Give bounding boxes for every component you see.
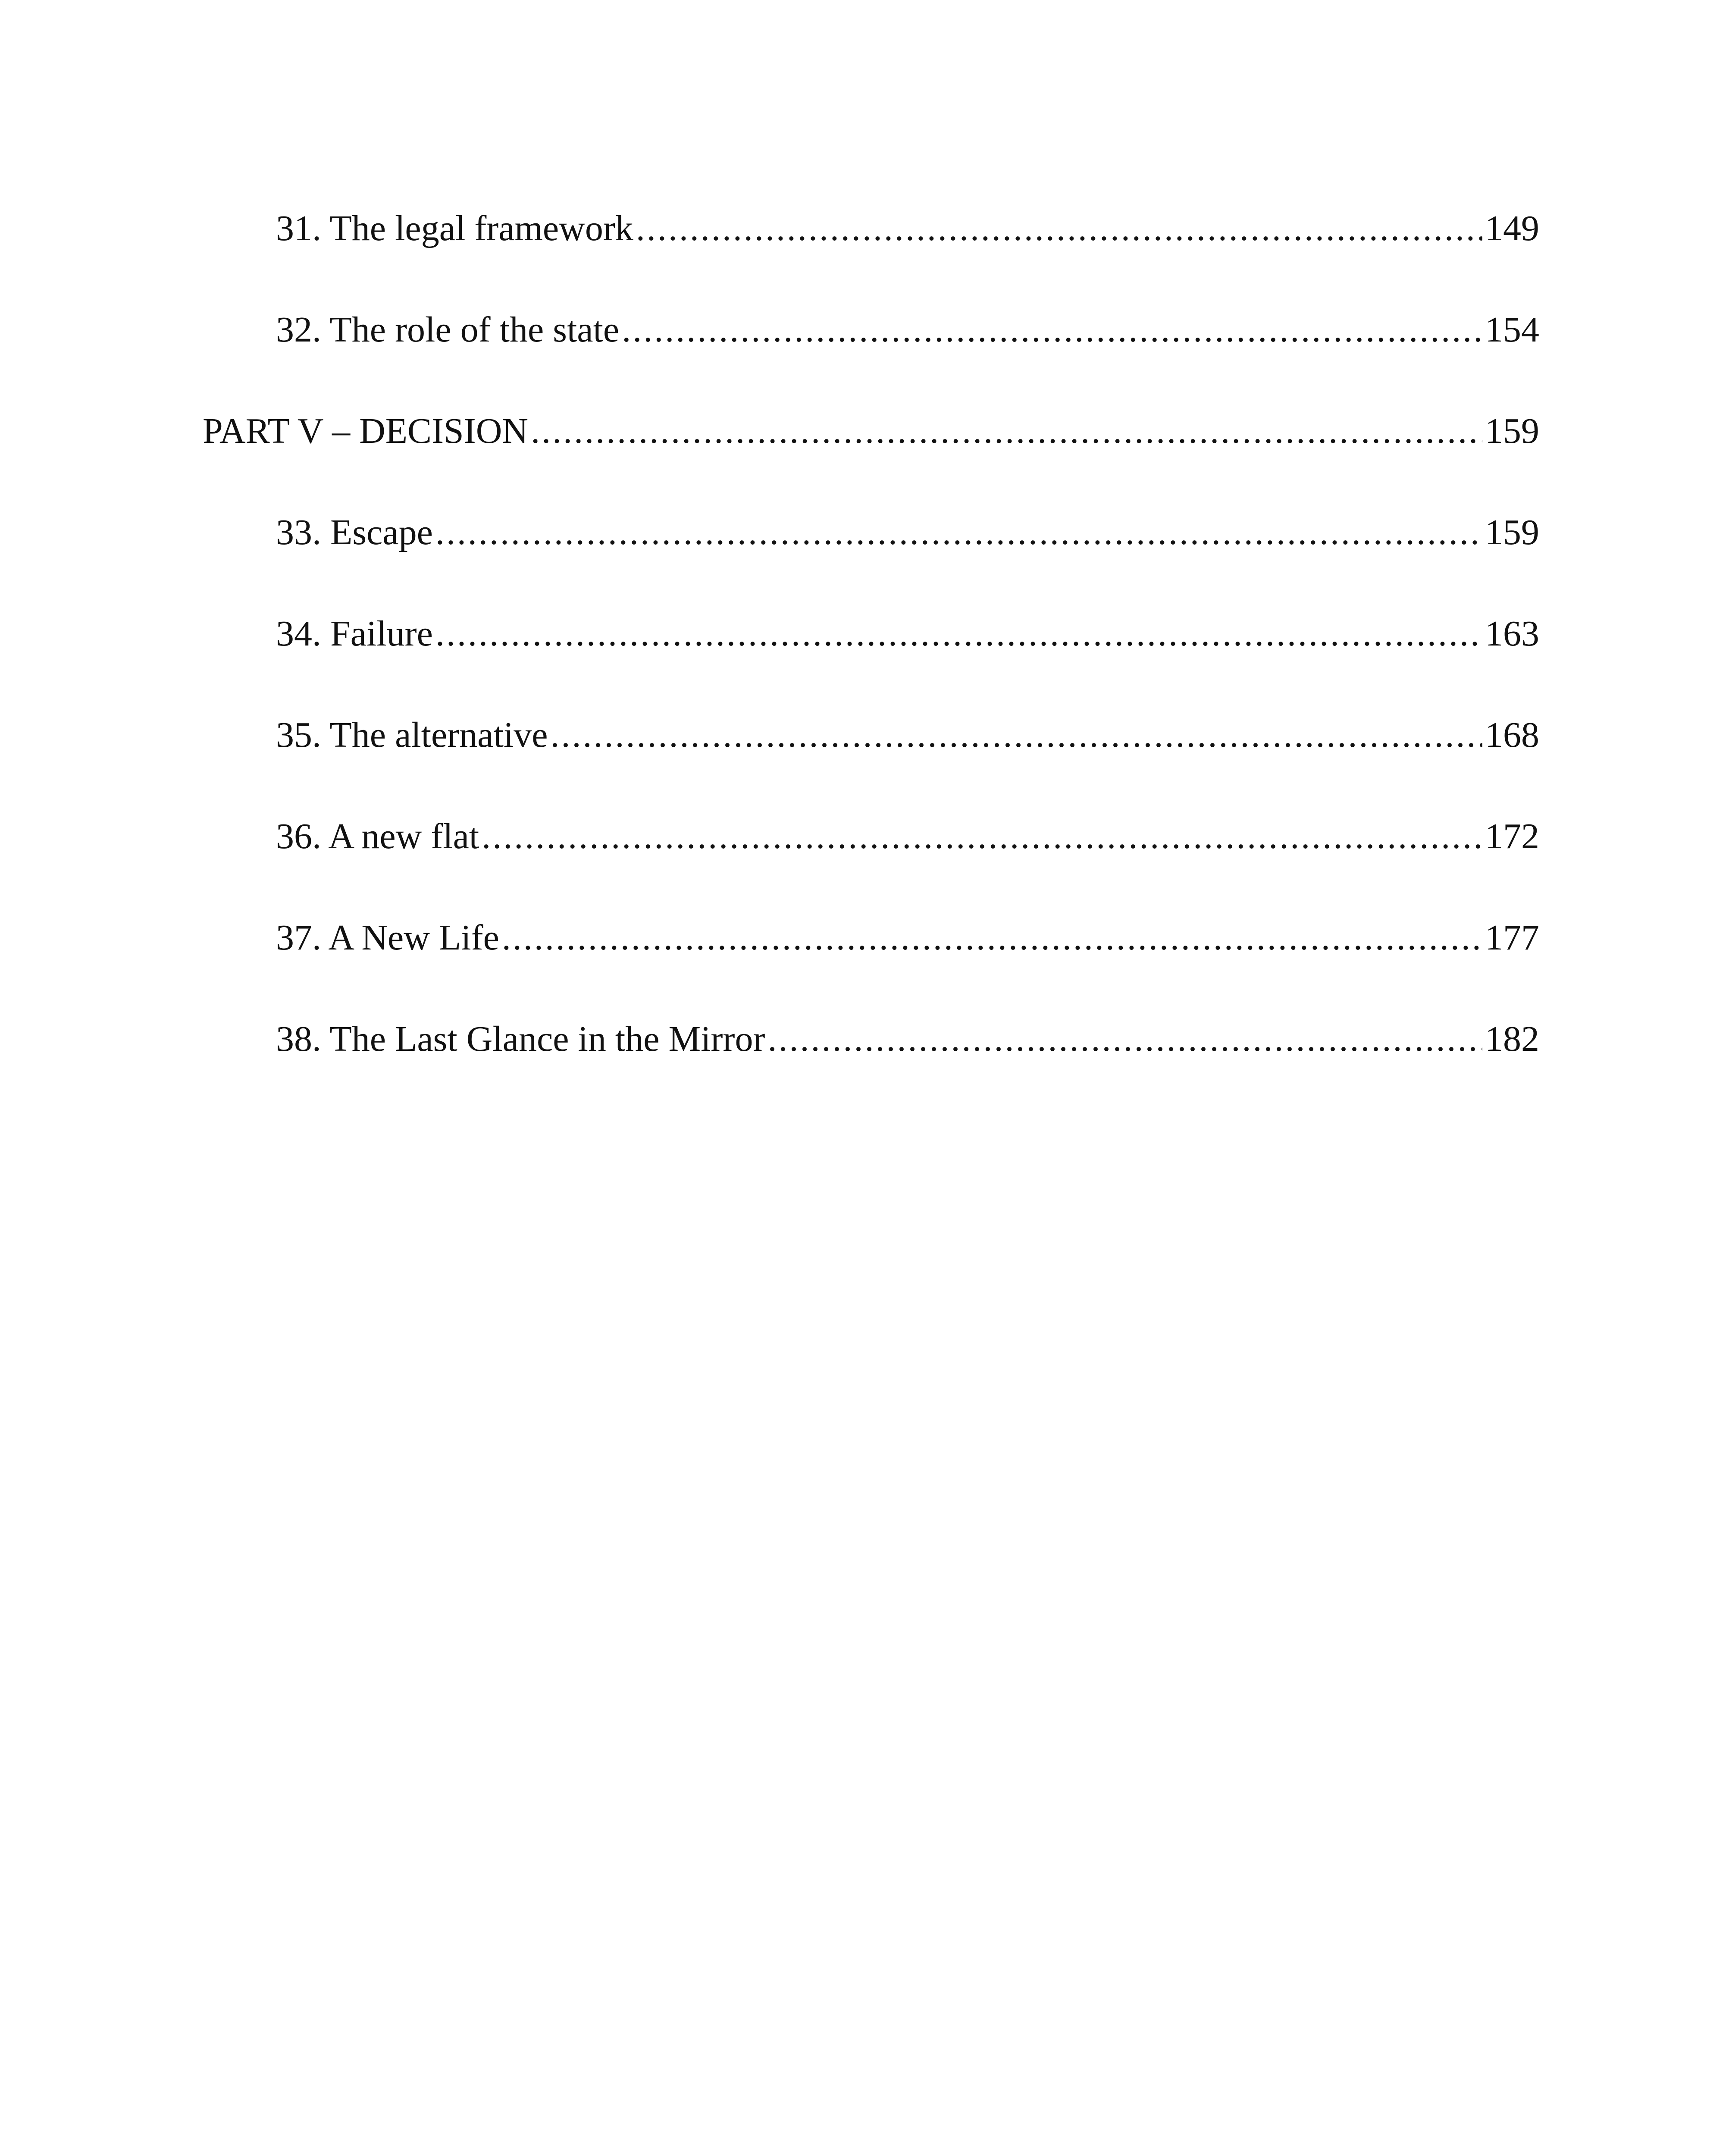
- toc-entry-page-number: 154: [1485, 310, 1539, 350]
- dot-leader: [551, 714, 1482, 757]
- toc-entry-chapter-31[interactable]: [276, 207, 1539, 250]
- toc-entry-page-number: 177: [1485, 918, 1539, 958]
- toc-entry-chapter-37[interactable]: [276, 916, 1539, 959]
- toc-entry-title: 37. A New Life: [276, 918, 499, 958]
- dot-leader: [531, 410, 1482, 453]
- toc-entry-title: 36. A new flat: [276, 816, 479, 856]
- dot-leader: [502, 916, 1482, 959]
- toc-entry-title: 35. The alternative: [276, 715, 548, 755]
- toc-entry-page-number: 168: [1485, 715, 1539, 755]
- toc-entry-part-5[interactable]: [203, 410, 1539, 453]
- toc-entry-chapter-32[interactable]: [276, 308, 1539, 351]
- toc-entry-chapter-34[interactable]: [276, 612, 1539, 655]
- toc-entry-page-number: 172: [1485, 816, 1539, 856]
- toc-entry-title: 38. The Last Glance in the Mirror: [276, 1019, 765, 1059]
- toc-entry-title: 32. The role of the state: [276, 310, 620, 350]
- toc-entry-title: 31. The legal framework: [276, 208, 633, 248]
- toc-entry-page-number: 149: [1485, 208, 1539, 248]
- toc-entry-page-number: 159: [1485, 512, 1539, 552]
- toc-entry-title: 34. Failure: [276, 614, 433, 654]
- dot-leader: [636, 207, 1482, 250]
- dot-leader: [767, 1018, 1482, 1061]
- toc-entry-chapter-33[interactable]: [276, 511, 1539, 554]
- toc-entry-title: 33. Escape: [276, 512, 433, 552]
- dot-leader: [622, 308, 1482, 351]
- toc-entry-title: PART V – DECISION: [203, 411, 529, 451]
- dot-leader: [435, 612, 1482, 655]
- toc-entry-chapter-35[interactable]: [276, 714, 1539, 757]
- toc-entry-chapter-36[interactable]: [276, 815, 1539, 858]
- toc-entry-chapter-38[interactable]: [276, 1018, 1539, 1061]
- toc-entry-page-number: 163: [1485, 614, 1539, 654]
- toc-entry-page-number: 159: [1485, 411, 1539, 451]
- dot-leader: [482, 815, 1482, 858]
- toc-entry-page-number: 182: [1485, 1019, 1539, 1059]
- dot-leader: [435, 511, 1482, 554]
